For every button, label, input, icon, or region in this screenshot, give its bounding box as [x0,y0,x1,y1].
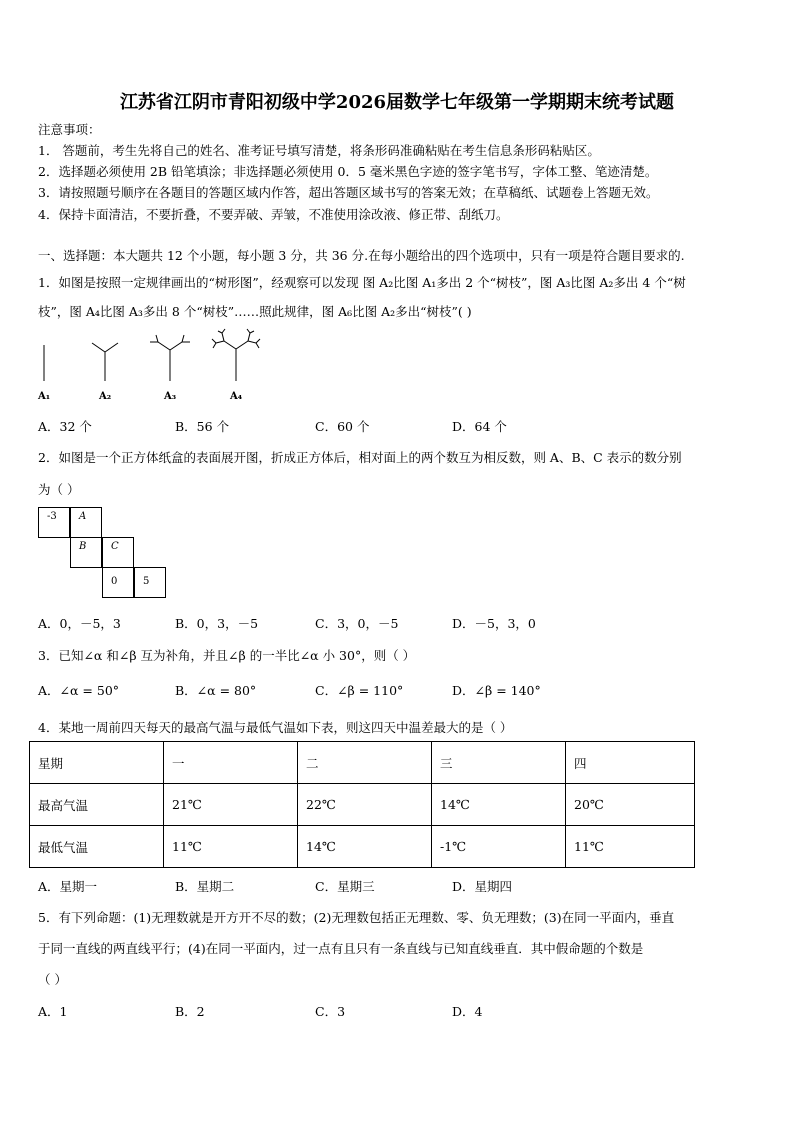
table-cell: 11℃ [164,826,298,868]
question-5-line-3: （ ） [38,972,67,987]
notice-item: 1． 答题前，考生先将自己的姓名、准考证号填写清楚，将条形码准确粘贴在考生信息条形码粘贴区。 [38,143,600,158]
table-cell: 四 [566,742,695,784]
q2-option-a: A．0，－5，3 [38,616,121,631]
tree-label: A₂ [99,391,112,402]
section-heading: 一、选择题：本大题共 12 个小题，每小题 3 分，共 36 分.在每小题给出的四个选项中，只有一项是符合题目要求的. [38,248,685,263]
q5-option-b: B．2 [175,1004,205,1019]
tree-label: A₃ [164,391,177,402]
q1-option-d: D．64 个 [452,419,507,434]
table-cell: 14℃ [298,826,432,868]
question-1-line-1: 1．如图是按照一定规律画出的“树形图”，经观察可以发现 图 A₂比图 A₁多出 2 个“树枝”，图 A₃比图 A₂多出 4 个“树 [38,275,686,290]
table-row [30,742,695,784]
table-cell: -1℃ [432,826,566,868]
q2-option-d: D．－5，3，0 [452,616,536,631]
table-cell: 最低气温 [30,826,164,868]
tree-label: A₁ [38,391,51,402]
table-cell: 最高气温 [30,784,164,826]
q5-option-d: D．4 [452,1004,483,1019]
notice-item: 3．请按照题号顺序在各题目的答题区域内作答，超出答题区域书写的答案无效；在草稿纸、试题卷上答题无效。 [38,185,659,200]
net-cell: -3 [38,507,70,538]
table-cell: 11℃ [566,826,695,868]
net-cell: 0 [102,567,134,598]
notice-item: 4．保持卡面清洁，不要折叠，不要弄破、弄皱，不准使用涂改液、修正带、刮纸刀。 [38,207,509,222]
q5-option-c: C．3 [315,1004,346,1019]
question-5-line-1: 5．有下列命题：(1)无理数就是开方开不尽的数；(2)无理数包括正无理数、零、负无理数；(3)在同一平面内，垂直 [38,910,675,925]
question-2-line-2: 为（ ） [38,482,80,497]
table-cell: 14℃ [432,784,566,826]
q4-option-a: A．星期一 [38,879,98,894]
table-cell: 三 [432,742,566,784]
table-cell: 星期 [30,742,164,784]
q3-option-b: B．∠α = 80° [175,683,257,698]
net-cell-b: B [70,537,102,568]
question-1-line-2: 枝”，图 A₄比图 A₃多出 8 个“树枝”……照此规律，图 A₆比图 A₂多出“树枝”( ) [38,304,472,319]
q3-option-a: A．∠α = 50° [38,683,120,698]
table-cell: 一 [164,742,298,784]
table-cell: 二 [298,742,432,784]
notice-item: 2．选择题必须使用 2B 铅笔填涂；非选择题必须使用 0．5 毫米黑色字迹的签字笔书写，字体工整、笔迹清楚。 [38,164,658,179]
q4-option-b: B．星期二 [175,879,235,894]
notice-heading: 注意事项： [38,122,101,137]
temperature-table [29,741,695,868]
net-cell: 5 [134,567,166,598]
question-5-line-2: 于同一直线的两直线平行；(4)在同一平面内，过一点有且只有一条直线与已知直线垂直．其中假命题的个数是 [38,941,644,956]
net-cell-a: A [70,507,102,538]
tree-label: A₄ [230,391,243,402]
q2-option-b: B．0，3，－5 [175,616,259,631]
question-4-line-1: 4．某地一周前四天每天的最高气温与最低气温如下表，则这四天中温差最大的是（ ） [38,720,513,735]
question-3-line-1: 3．已知∠α 和∠β 互为补角，并且∠β 的一半比∠α 小 30°，则（ ） [38,648,416,663]
q4-option-c: C．星期三 [315,879,375,894]
q3-option-d: D．∠β = 140° [452,683,541,698]
q1-option-a: A．32 个 [38,419,92,434]
q2-option-c: C．3，0，－5 [315,616,399,631]
q3-option-c: C．∠β = 110° [315,683,404,698]
question-2-line-1: 2．如图是一个正方体纸盒的表面展开图，折成正方体后，相对面上的两个数互为相反数，则 A、B、C 表示的数分别 [38,450,682,465]
table-cell: 22℃ [298,784,432,826]
table-cell: 21℃ [164,784,298,826]
q4-option-d: D．星期四 [452,879,513,894]
q1-option-b: B．56 个 [175,419,230,434]
net-cell-c: C [102,537,134,568]
table-row [30,826,695,868]
q1-option-c: C．60 个 [315,419,370,434]
table-row [30,784,695,826]
q5-option-a: A．1 [38,1004,68,1019]
table-cell: 20℃ [566,784,695,826]
exam-title: 江苏省江阴市青阳初级中学2026届数学七年级第一学期期末统考试题 [119,92,675,113]
